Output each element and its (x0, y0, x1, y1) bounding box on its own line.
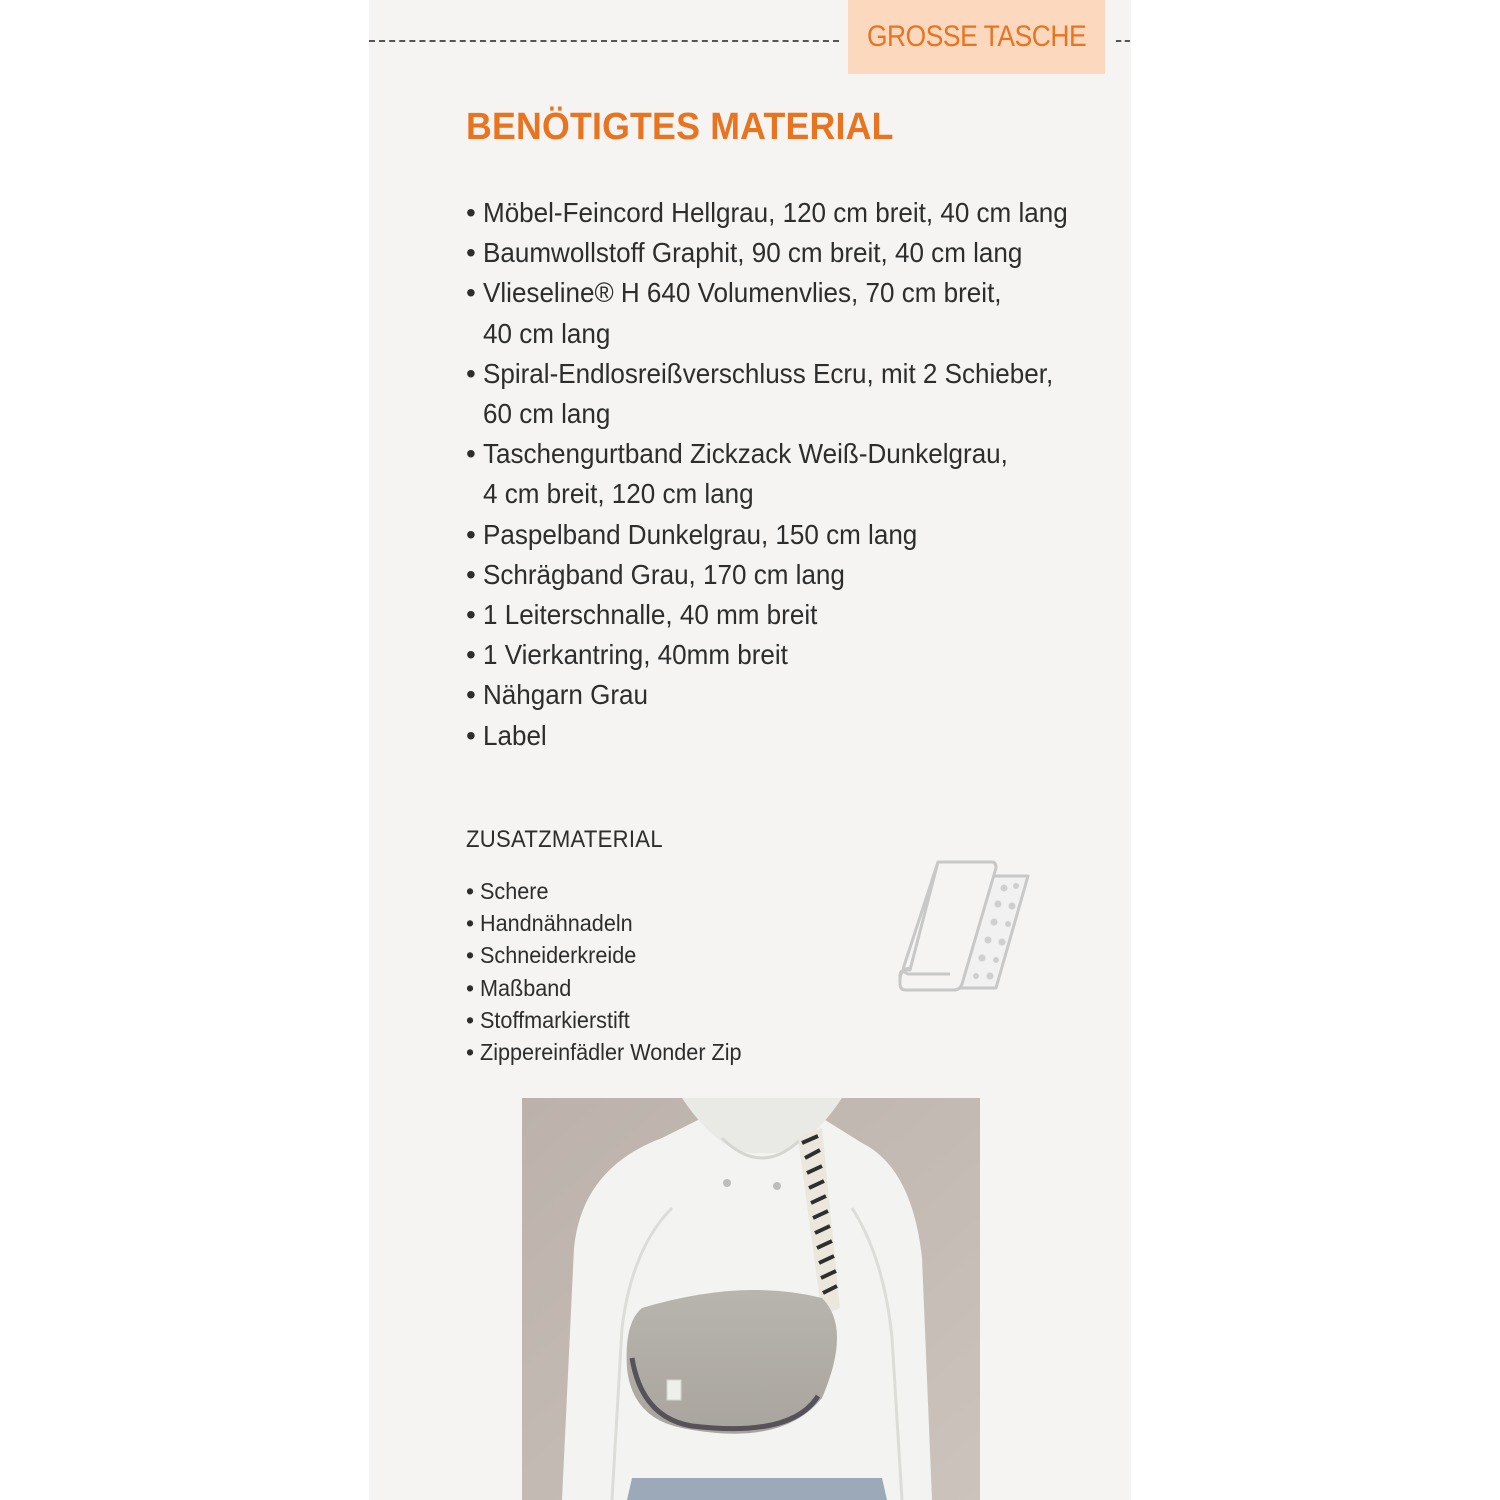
list-item (466, 907, 886, 939)
bullet: • (466, 237, 476, 269)
bullet: • (466, 599, 476, 631)
list-item-text: Spiral-Endlosreißverschluss Ecru, mit 2 Schieber, 60 cm lang (483, 357, 1054, 430)
list-item (466, 675, 1126, 715)
bullet: • (466, 518, 476, 550)
product-photo (522, 1098, 980, 1500)
materials-title: BENÖTIGTES MATERIAL (466, 106, 894, 148)
list-item-text: Stoffmarkierstift (480, 1006, 630, 1033)
list-item (466, 939, 886, 971)
cut-line-left (369, 40, 839, 42)
list-item (466, 515, 1126, 555)
bullet: • (466, 357, 476, 389)
list-item (466, 193, 1126, 233)
list-item (466, 555, 1126, 595)
list-item-text: Taschengurtband Zickzack Weiß-Dunkelgrau, 4 cm breit, 120 cm lang (483, 438, 1008, 510)
bullet: • (466, 639, 476, 671)
bullet: • (466, 942, 475, 969)
materials-list (466, 193, 1126, 756)
list-item-text: Schere (480, 878, 549, 904)
bullet: • (466, 197, 476, 228)
extra-materials-title: ZUSATZMATERIAL (466, 826, 663, 853)
bullet: • (466, 1039, 475, 1066)
list-item (466, 233, 1126, 273)
section-tab (848, 0, 1105, 74)
list-item-text: 1 Leiterschnalle, 40 mm breit (483, 599, 818, 631)
list-item-text: Paspelband Dunkelgrau, 150 cm lang (483, 518, 918, 550)
bullet: • (466, 558, 476, 590)
list-item (466, 635, 1126, 675)
list-item-text: Maßband (480, 974, 572, 1001)
cut-line-right (1116, 40, 1130, 42)
section-tab-label: GROSSE TASCHE (866, 20, 1087, 53)
list-item (466, 273, 1126, 353)
list-item-text: Schrägband Grau, 170 cm lang (483, 558, 845, 590)
list-item (466, 1036, 886, 1068)
bullet: • (466, 277, 476, 309)
list-item (466, 875, 886, 907)
bullet: • (466, 878, 475, 904)
bullet: • (466, 679, 476, 711)
list-item-text: Schneiderkreide (480, 942, 637, 969)
bullet: • (466, 438, 476, 470)
list-item (466, 595, 1126, 635)
extra-materials-list (466, 875, 886, 1068)
fabric-roll-icon (892, 856, 1036, 996)
list-item-text: Baumwollstoff Graphit, 90 cm breit, 40 cm lang (483, 237, 1023, 269)
list-item-text: Vlieseline® H 640 Volumenvlies, 70 cm breit, 40 cm lang (483, 277, 1002, 349)
list-item-text: Zippereinfädler Wonder Zip (480, 1039, 742, 1066)
list-item-text: 1 Vierkantring, 40mm breit (483, 639, 788, 671)
list-item-text: Handnähnadeln (480, 910, 633, 937)
list-item-text: Label (483, 719, 547, 751)
list-item (466, 972, 886, 1004)
list-item (466, 716, 1126, 756)
list-item (466, 434, 1126, 514)
list-item (466, 1004, 886, 1036)
list-item-text: Nähgarn Grau (483, 679, 649, 711)
bullet: • (466, 1006, 475, 1033)
list-item-text: Möbel-Feincord Hellgrau, 120 cm breit, 40 cm lang (483, 197, 1068, 228)
list-item (466, 354, 1126, 434)
bullet: • (466, 719, 476, 751)
bullet: • (466, 974, 475, 1001)
bullet: • (466, 910, 475, 937)
